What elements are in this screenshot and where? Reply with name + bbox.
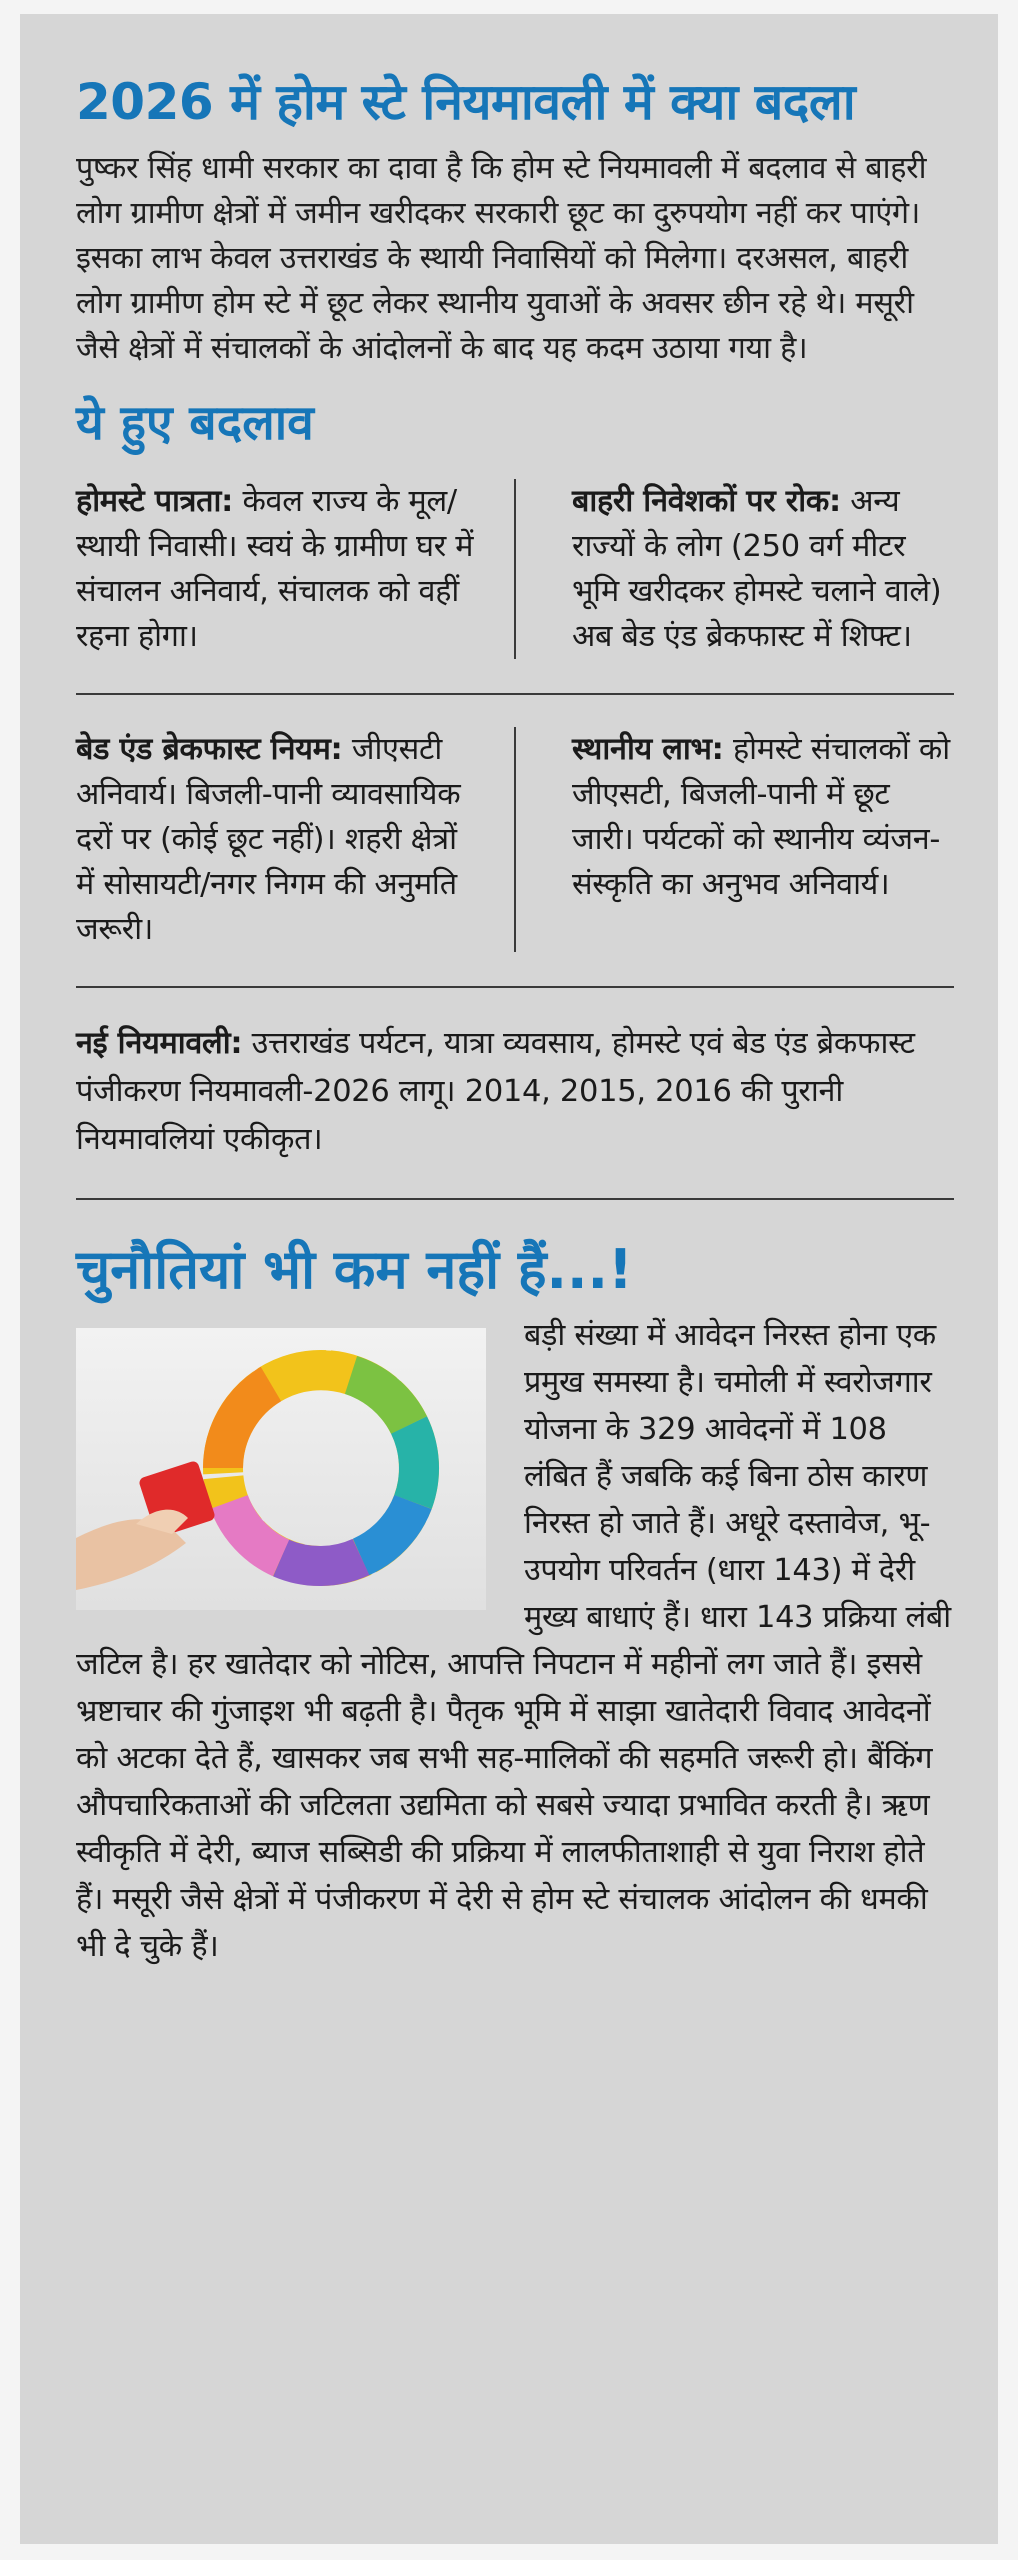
change-text: अन्य राज्यों के लोग (250 वर्ग मीटर भूमि खरीदकर होमस्टे चलाने वाले) अब बेड एंड ब्रेकफास्ट में शिफ्ट।: [571, 484, 942, 654]
challenges-text: बड़ी संख्या में आवेदन निरस्त होना एक प्रमुख समस्या है। चमोली में स्वरोजगार योजना के 329 आवेदनों में 108 लंबित हैं जबकि कई बिना ठोस कारण निरस्त हो जाते हैं। अधूरे दस्तावेज, भू-उपयोग परिवर्तन (धारा 143) में देरी मुख्य बाधाएं हैं। धारा 143 प्रक्रिया लंबी जटिल है। हर खातेदार को नोटिस, आपत्ति निपटान में महीनों लग जाते हैं। इससे भ्रष्टाचार की गुंजाइश भी बढ़ती है। पैतृक भूमि में साझा खातेदारी विवाद आवेदनों को अटका देते हैं, खासकर जब सभी सह-मालिकों की सहमति जरूरी हो। बैंकिंग औपचारिकताओं की जटिलता उद्यमिता को सबसे ज्यादा प्रभावित करती है। ऋण स्वीकृति में देरी, ब्याज सब्सिडी की प्रक्रिया में लालफीताशाही से युवा निराश होते हैं। मसूरी जैसे क्षेत्रों में पंजीकरण में देरी से होम स्टे संचालक आंदोलन की धमकी भी दे चुके हैं।: [76, 1318, 951, 1964]
change-title: होमस्टे पात्रता:: [76, 484, 234, 519]
new-rule-note: [76, 1020, 954, 1164]
intro-paragraph: पुष्कर सिंह धामी सरकार का दावा है कि होम स्टे नियमावली में बदलाव से बाहरी लोग ग्रामीण क्षेत्रों में जमीन खरीदकर सरकारी छूट का दुरुपयोग नहीं कर पाएंगे। इसका लाभ केवल उत्तराखंड के स्थायी निवासियों को मिलेगा। दरअसल, बाहरी लोग ग्रामीण होम स्टे में छूट लेकर स्थानीय युवाओं के अवसर छीन रहे थे। मसूरी जैसे क्षेत्रों में संचालकों के आंदोलनों के बाद यह कदम उठाया गया है।: [76, 151, 927, 366]
challenges-body: [76, 1312, 954, 1970]
puzzle-illustration: [76, 1328, 486, 1610]
change-text: होमस्टे संचालकों को जीएसटी, बिजली-पानी में छूट जारी। पर्यटकों को स्थानीय व्यंजन-संस्कृति का अनुभव अनिवार्य।: [571, 732, 950, 902]
challenges-heading: चुनौतियां भी कम नहीं हैं...!: [76, 1238, 633, 1301]
change-title: बेड एंड ब्रेकफास्ट नियम:: [76, 732, 343, 767]
changes-row: [76, 479, 954, 659]
changes-heading: ये हुए बदलाव: [76, 395, 314, 451]
change-item: [76, 727, 514, 952]
change-title: स्थानीय लाभ:: [571, 732, 724, 767]
row-divider: [76, 693, 954, 695]
changes-grid: [76, 479, 954, 1200]
change-item: [516, 727, 954, 952]
article-panel: [20, 14, 998, 2544]
new-rule-title: नई नियमावली:: [76, 1026, 243, 1061]
new-rule-text: उत्तराखंड पर्यटन, यात्रा व्यवसाय, होमस्टे एवं बेड एंड ब्रेकफास्ट पंजीकरण नियमावली-2026 लागू। 2014, 2015, 2016 की पुरानी नियमावलियां एकीकृत।: [76, 1026, 915, 1157]
row-divider: [76, 986, 954, 988]
change-title: बाहरी निवेशकों पर रोक:: [571, 484, 841, 519]
change-text: केवल राज्य के मूल/स्थायी निवासी। स्वयं के ग्रामीण घर में संचालन अनिवार्य, संचालक को वहीं रहना होगा।: [76, 484, 474, 654]
row-divider: [76, 1198, 954, 1200]
jigsaw-puzzle-ring-photo: [76, 1328, 486, 1610]
changes-row: [76, 727, 954, 952]
change-item: [76, 479, 514, 659]
change-item: [516, 479, 954, 659]
headline: 2026 में होम स्टे नियमावली में क्या बदला: [76, 73, 856, 131]
change-text: जीएसटी अनिवार्य। बिजली-पानी व्यावसायिक दरों पर (कोई छूट नहीं)। शहरी क्षेत्रों में सोसायटी/नगर निगम की अनुमति जरूरी।: [76, 732, 461, 947]
